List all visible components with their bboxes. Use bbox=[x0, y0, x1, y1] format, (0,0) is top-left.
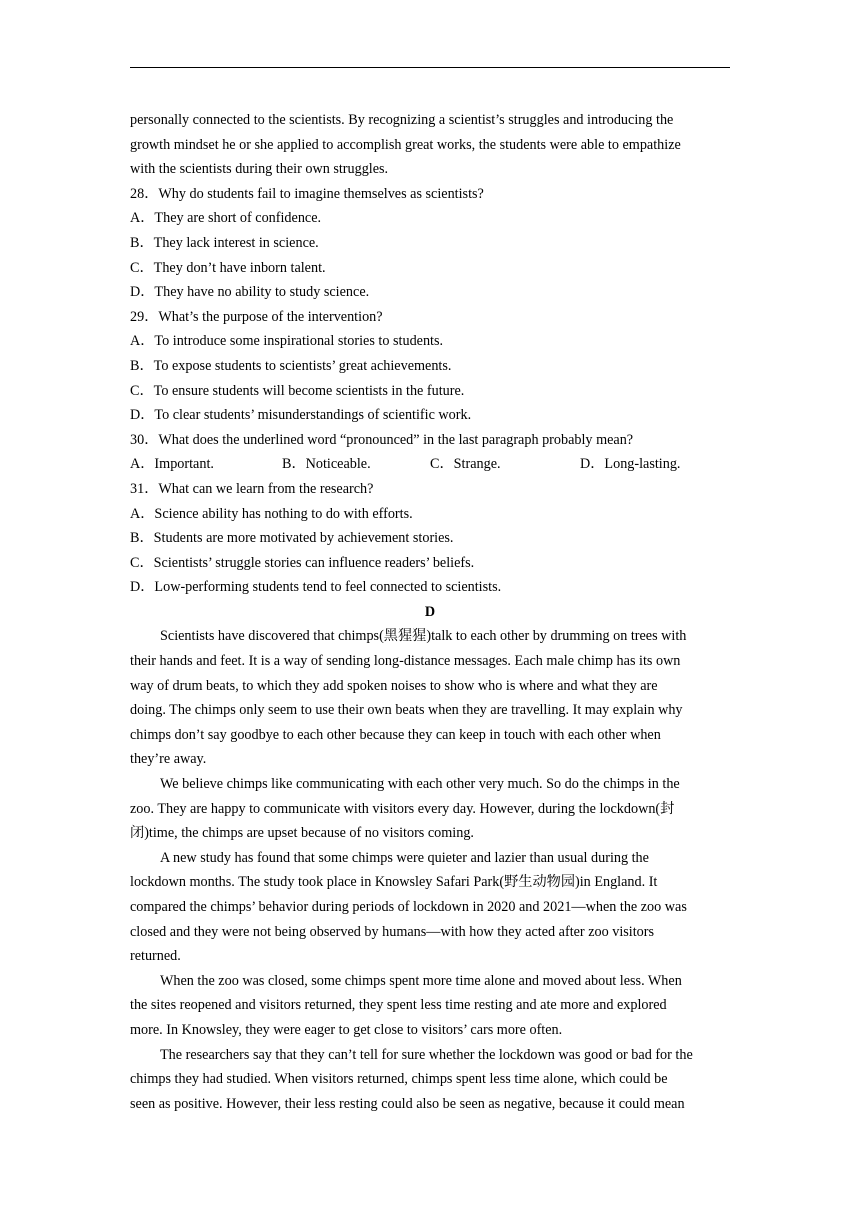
question-stem: 31．What can we learn from the research? bbox=[130, 480, 374, 497]
text-line: closed and they were not being observed by humans—with how they acted after zoo visitors bbox=[130, 923, 655, 940]
question-stem: 29．What’s the purpose of the intervention? bbox=[130, 308, 383, 325]
text-line: Scientists have discovered that chimps(黑猩猩)talk to each other by drumming on trees with bbox=[160, 628, 687, 645]
text-line: doing. The chimps only seem to use their own beats when they are travelling. It may explain why bbox=[130, 702, 683, 719]
text-line: The researchers say that they can’t tell for sure whether the lockdown was good or bad for the bbox=[160, 1046, 693, 1063]
paragraph-2 bbox=[130, 772, 730, 846]
text-line: more. In Knowsley, they were eager to get close to visitors’ cars more often. bbox=[130, 1021, 563, 1038]
option-a: A．They are short of confidence. bbox=[130, 210, 322, 227]
text-line: chimps don’t say goodbye to each other because they can keep in touch with each other when bbox=[130, 726, 661, 743]
text-line: personally connected to the scientists. By recognizing a scientist’s struggles and introducing the bbox=[130, 112, 674, 128]
paragraph-5 bbox=[130, 1043, 730, 1117]
option-d: D．They have no ability to study science. bbox=[130, 284, 370, 301]
text-line: A new study has found that some chimps were quieter and lazier than usual during the bbox=[160, 849, 649, 866]
text-line: We believe chimps like communicating with each other very much. So do the chimps in the bbox=[160, 776, 680, 793]
paragraph-3 bbox=[130, 846, 730, 969]
text-line: zoo. They are happy to communicate with visitors every day. However, during the lockdown(封 bbox=[130, 800, 675, 817]
question-stem: 30．What does the underlined word “pronounced” in the last paragraph probably mean? bbox=[130, 431, 634, 448]
header-rule bbox=[130, 67, 730, 68]
intro-paragraph bbox=[130, 108, 730, 182]
question-29 bbox=[130, 305, 730, 428]
option-c: C．They don’t have inborn talent. bbox=[130, 259, 326, 276]
text-line: the sites reopened and visitors returned, they spent less time resting and ate more and explored bbox=[130, 997, 667, 1014]
text-line: 闭)time, the chimps are upset because of no visitors coming. bbox=[130, 825, 474, 842]
question-30 bbox=[130, 428, 730, 477]
text-line: way of drum beats, to which they add spoken noises to show who is where and what they are bbox=[130, 677, 658, 694]
options-row bbox=[130, 452, 730, 477]
option-b: B．Students are more motivated by achievement stories. bbox=[130, 530, 454, 547]
paragraph-1 bbox=[130, 624, 730, 772]
option-d: D．To clear students’ misunderstandings of scientific work. bbox=[130, 407, 472, 424]
option-b: B．They lack interest in science. bbox=[130, 234, 319, 251]
text-line: their hands and feet. It is a way of sending long-distance messages. Each male chimp has its own bbox=[130, 653, 681, 670]
option-b: B．To expose students to scientists’ great achievements. bbox=[130, 357, 452, 374]
text-line: lockdown months. The study took place in Knowsley Safari Park(野生动物园)in England. It bbox=[130, 874, 658, 891]
option-d: D．Long-lasting. bbox=[580, 456, 681, 473]
text-line: growth mindset he or she applied to accomplish great works, the students were able to empathize bbox=[130, 136, 681, 153]
text-line: compared the chimps’ behavior during periods of lockdown in 2020 and 2021—when the zoo was bbox=[130, 899, 687, 915]
option-a: A．Important. bbox=[130, 456, 214, 473]
question-28 bbox=[130, 182, 730, 305]
option-d: D．Low-performing students tend to feel connected to scientists. bbox=[130, 579, 502, 596]
text-line: they’re away. bbox=[130, 751, 207, 768]
text-line: seen as positive. However, their less resting could also be seen as negative, because it could mean bbox=[130, 1095, 685, 1112]
text-line: returned. bbox=[130, 948, 181, 965]
option-c: C．Strange. bbox=[430, 456, 501, 473]
option-c: C．To ensure students will become scientists in the future. bbox=[130, 382, 465, 399]
text-line: When the zoo was closed, some chimps spent more time alone and moved about less. When bbox=[160, 972, 682, 989]
question-stem: 28．Why do students fail to imagine themselves as scientists? bbox=[130, 185, 484, 202]
section-heading: D bbox=[424, 603, 436, 620]
question-31 bbox=[130, 477, 730, 600]
option-a: A．To introduce some inspirational stories to students. bbox=[130, 333, 444, 350]
option-c: C．Scientists’ struggle stories can influence readers’ beliefs. bbox=[130, 554, 475, 571]
option-a: A．Science ability has nothing to do with efforts. bbox=[130, 505, 413, 522]
option-b: B．Noticeable. bbox=[282, 456, 371, 473]
text-line: with the scientists during their own struggles. bbox=[130, 161, 389, 178]
document-body bbox=[130, 108, 730, 1116]
text-line: chimps they had studied. When visitors returned, chimps spent less time alone, which could be bbox=[130, 1071, 668, 1088]
paragraph-4 bbox=[130, 969, 730, 1043]
